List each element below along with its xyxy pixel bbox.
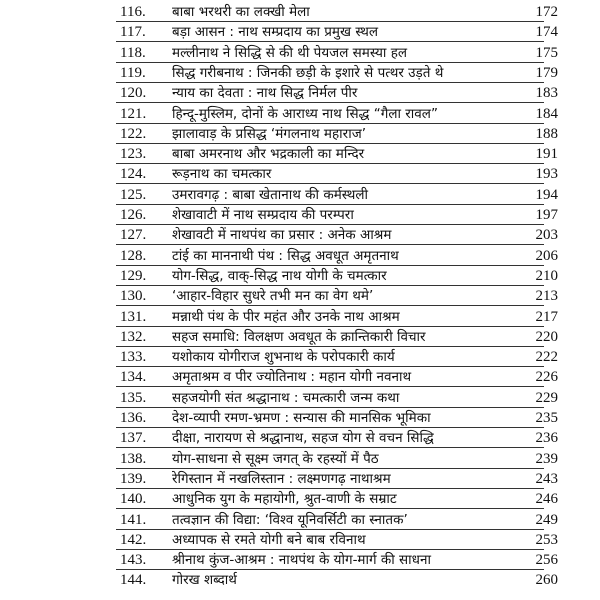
toc-entry xyxy=(0,124,600,144)
toc-entry-page: 256 xyxy=(535,552,558,569)
toc-entry-page: 243 xyxy=(535,470,558,487)
toc-entry-page: 235 xyxy=(535,410,558,426)
toc-entry-page: 260 xyxy=(535,572,558,589)
toc-entry-page: 239 xyxy=(535,450,558,467)
toc-entry-number: 116. xyxy=(120,4,146,20)
toc-entry xyxy=(0,530,600,550)
toc-entry-number: 123. xyxy=(120,146,147,163)
toc-entry xyxy=(0,428,600,448)
toc-entry xyxy=(0,510,600,530)
toc-entry-number: 140. xyxy=(120,491,147,508)
toc-entry xyxy=(0,570,600,590)
toc-entry-title: देश-व्यापी रमण-भ्रमण : सन्यास की मानसिक भूमिका xyxy=(172,410,431,426)
toc-entry-number: 124. xyxy=(120,166,147,183)
toc-entry-title: योग-साधना से सूक्ष्म जगत् के रहस्यों में पैठ xyxy=(172,450,379,467)
toc-entry-title: हिन्दू-मुस्लिम, दोनों के आराध्य नाथ सिद्ध “गैला रावल” xyxy=(172,105,438,122)
toc-entry-number: 117. xyxy=(120,24,146,41)
toc-entry-page: 184 xyxy=(535,105,558,122)
toc-entry-page: 226 xyxy=(535,369,558,386)
toc-entry xyxy=(0,2,600,22)
toc-entry-title: टांई का माननाथी पंथ : सिद्ध अवधूत अमृतनाथ xyxy=(172,247,399,264)
toc-entry xyxy=(0,22,600,42)
toc-entry xyxy=(0,327,600,347)
toc-entry-number: 137. xyxy=(120,430,147,447)
toc-entry-page: 193 xyxy=(535,166,558,183)
toc-entry xyxy=(0,104,600,124)
toc-entry-page: 222 xyxy=(535,349,558,366)
toc-entry-number: 133. xyxy=(120,349,147,366)
toc-entry-number: 125. xyxy=(120,186,147,203)
toc-entry-title: गोरख शब्दार्थ xyxy=(172,572,237,589)
toc-entry xyxy=(0,367,600,387)
toc-entry-number: 131. xyxy=(120,308,147,325)
toc-entry-page: 217 xyxy=(535,308,558,325)
toc-entry-title: अध्यापक से रमते योगी बने बाब रविनाथ xyxy=(172,531,366,548)
toc-entry-title: बाबा भरथरी का लक्खी मेला xyxy=(172,4,310,20)
toc-entry-page: 236 xyxy=(535,430,558,447)
toc-entry xyxy=(0,205,600,225)
toc-entry-title: यशोकाय योगीराज शुभनाथ के परोपकारी कार्य xyxy=(172,349,395,366)
toc-entry xyxy=(0,83,600,103)
toc-entry-number: 138. xyxy=(120,450,147,467)
toc-entry-page: 194 xyxy=(535,186,558,203)
toc-entry-title: श्रीनाथ कुंज-आश्रम : नाथपंथ के योग-मार्ग की साधना xyxy=(172,552,431,569)
toc-entry xyxy=(0,286,600,306)
toc-entry-page: 197 xyxy=(535,207,558,223)
toc-entry-title: अमृताश्रम व पीर ज्योतिनाथ : महान योगी नवनाथ xyxy=(172,369,412,386)
toc-entry-number: 120. xyxy=(120,85,147,102)
toc-entry xyxy=(0,63,600,83)
toc-entry-number: 118. xyxy=(120,44,146,61)
toc-entry-number: 122. xyxy=(120,125,147,142)
toc-entry-title: सहजयोगी संत श्रद्धानाथ : चमत्कारी जन्म कथा xyxy=(172,389,400,406)
toc-entry-number: 136. xyxy=(120,410,147,426)
toc-entry-number: 132. xyxy=(120,328,147,345)
toc-entry xyxy=(0,144,600,164)
toc-entry-page: 213 xyxy=(535,288,558,305)
toc-entry-page: 183 xyxy=(535,85,558,102)
toc-entry-title: झालावाड़ के प्रसिद्ध ‘मंगलनाथ महाराज’ xyxy=(172,125,366,142)
toc-entry-title: योग-सिद्ध, वाक्-सिद्ध नाथ योगी के चमत्कार xyxy=(172,267,387,284)
toc-entry xyxy=(0,388,600,408)
toc-entry-title: रेगिस्तान में नखलिस्तान : लक्ष्मणगढ़ नाथाश्रम xyxy=(172,470,391,487)
toc-entry-number: 139. xyxy=(120,470,147,487)
toc-entry xyxy=(0,550,600,570)
toc-entry-page: 249 xyxy=(535,511,558,528)
toc-entry-title: मन्नाथी पंथ के पीर महंत और उनके नाथ आश्रम xyxy=(172,308,400,325)
toc-entry-number: 127. xyxy=(120,227,147,244)
toc-entry-page: 174 xyxy=(535,24,558,41)
toc-entry xyxy=(0,307,600,327)
toc-entry-title: रूड़नाथ का चमत्कार xyxy=(172,166,272,183)
toc-entry-title: तत्वज्ञान की विद्या: ‘विश्व यूनिवर्सिटी का स्नातक’ xyxy=(172,511,408,528)
toc-entry xyxy=(0,489,600,509)
toc-entry xyxy=(0,185,600,205)
toc-entry-number: 119. xyxy=(120,64,146,81)
toc-entry-title: सिद्ध गरीबनाथ : जिनकी छड़ी के इशारे से पत्थर उड़ते थे xyxy=(172,64,444,81)
toc-entry-number: 143. xyxy=(120,552,147,569)
toc-entry-title: सहज समाधि: विलक्षण अवधूत के क्रान्तिकारी विचार xyxy=(172,328,426,345)
toc-entry-number: 142. xyxy=(120,531,147,548)
toc-entry-title: उमरावगढ़ : बाबा खेतानाथ की कर्मस्थली xyxy=(172,186,369,203)
toc-entry xyxy=(0,164,600,184)
toc-entry xyxy=(0,43,600,63)
toc-entry-page: 246 xyxy=(535,491,558,508)
toc-entry-title: बड़ा आसन : नाथ सम्प्रदाय का प्रमुख स्थल xyxy=(172,24,379,41)
toc-entry-title: न्याय का देवता : नाथ सिद्ध निर्मल पीर xyxy=(172,85,358,102)
toc-entry-number: 135. xyxy=(120,389,147,406)
toc-entry-page: 172 xyxy=(535,4,558,20)
toc-entry-title: शेखावाटी में नाथ सम्प्रदाय की परम्परा xyxy=(172,207,354,223)
toc-entry-number: 126. xyxy=(120,207,147,223)
toc-entry-number: 134. xyxy=(120,369,147,386)
toc-entry-number: 141. xyxy=(120,511,147,528)
toc-entry-number: 129. xyxy=(120,267,147,284)
toc-entry xyxy=(0,225,600,245)
toc-entry-title: शेखावटी में नाथपंथ का प्रसार : अनेक आश्रम xyxy=(172,227,392,244)
toc-entry xyxy=(0,469,600,489)
toc-entry-number: 130. xyxy=(120,288,147,305)
toc-entry xyxy=(0,408,600,428)
toc-entry-title: बाबा अमरनाथ और भद्रकाली का मन्दिर xyxy=(172,146,365,163)
toc-entry-number: 128. xyxy=(120,247,147,264)
toc-entry-number: 144. xyxy=(120,572,147,589)
toc-entry-title: ‘आहार-विहार सुधरे तभी मन का वेग थमे’ xyxy=(172,288,374,305)
toc-entry-title: दीक्षा, नारायण से श्रद्धानाथ, सहज योग से वचन सिद्धि xyxy=(172,430,434,447)
toc-entry-number: 121. xyxy=(120,105,147,122)
toc-entry-page: 179 xyxy=(535,64,558,81)
toc-entry-page: 206 xyxy=(535,247,558,264)
toc-entry-page: 229 xyxy=(535,389,558,406)
toc-entry-page: 220 xyxy=(535,328,558,345)
toc-entry xyxy=(0,266,600,286)
toc-entry xyxy=(0,449,600,469)
toc-entry-page: 188 xyxy=(535,125,558,142)
toc-entry-page: 210 xyxy=(535,267,558,284)
toc-entry-page: 191 xyxy=(535,146,558,163)
toc-entry-title: मल्लीनाथ ने सिद्धि से की थी पेयजल समस्या हल xyxy=(172,44,408,61)
toc-entry xyxy=(0,246,600,266)
toc-entry-title: आधुनिक युग के महायोगी, श्रुत-वाणी के सम्राट xyxy=(172,491,397,508)
toc-entry xyxy=(0,347,600,367)
toc-entry-page: 175 xyxy=(535,44,558,61)
toc-entry-page: 253 xyxy=(535,531,558,548)
toc-entry-page: 203 xyxy=(535,227,558,244)
